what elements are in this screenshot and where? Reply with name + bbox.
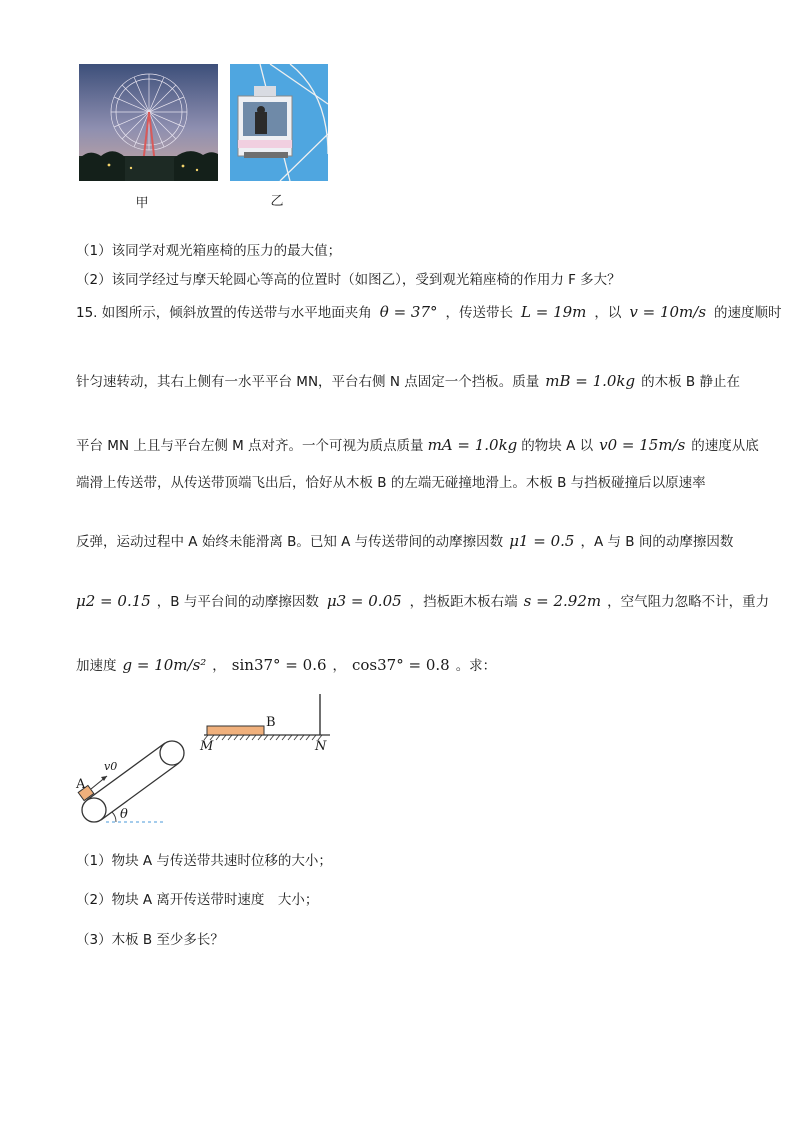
q15-line-1 — [76, 303, 782, 322]
label-b: B — [266, 715, 276, 730]
q15-text: 针匀速转动，其右上侧有一水平平台 MN，平台右侧 N 点固定一个挡板。质量 — [76, 374, 540, 390]
mu1-expression: μ1 = 0.5 — [509, 532, 575, 550]
q15-text: 。求： — [455, 658, 497, 674]
mass-a-expression: mA = 1.0kg — [427, 436, 518, 454]
ferris-wheel-photo — [79, 64, 218, 181]
label-m: M — [200, 739, 214, 754]
q14-sub2: （2）该同学经过与摩天轮圆心等高的位置时（如图乙），受到观光箱座椅的作用力 F 多大？ — [76, 272, 621, 288]
angle-expression: θ = 37° — [379, 303, 438, 321]
label-v0: v0 — [104, 760, 118, 773]
observation-cabin-photo — [230, 64, 328, 181]
q15-text: 的速度顺时 — [714, 305, 782, 321]
q15-line-3 — [76, 436, 759, 455]
q15-text: 反弹，运动过程中 A 始终未能滑离 B。已知 A 与传送带间的动摩擦因数 — [76, 534, 504, 550]
figure-caption-a: 甲 — [135, 196, 149, 211]
question-3: （3）木板 B 至少多长？ — [76, 932, 224, 948]
mu3-expression: μ3 = 0.05 — [326, 592, 402, 610]
q15-line-5 — [76, 532, 733, 551]
q15-text: ，传送带长 — [445, 305, 513, 321]
length-expression: L = 19m — [521, 303, 587, 321]
mass-b-expression: mB = 1.0kg — [545, 372, 636, 390]
gravity-expression: g = 10m/s² — [122, 656, 207, 674]
q15-text: ，A 与 B 间的动摩擦因数 — [580, 534, 734, 550]
q15-line-2 — [76, 372, 740, 391]
label-a: A — [76, 777, 86, 792]
board-b — [207, 726, 264, 735]
sin-expression: sin37° = 0.6 — [231, 656, 327, 674]
q15-text: 平台 MN 上且与平台左侧 M 点对齐。一个可视为质点质量 — [76, 438, 424, 454]
distance-expression: s = 2.92m — [523, 592, 602, 610]
q15-line-6 — [76, 592, 769, 611]
q15-text: ，B 与平台间的动摩擦因数 — [156, 594, 319, 610]
label-theta: θ — [120, 807, 128, 822]
q15-text: ，挡板距木板右端 — [409, 594, 518, 610]
label-n: N — [315, 739, 327, 754]
initial-speed-expression: v0 = 15m/s — [599, 436, 686, 454]
question-2: （2）物块 A 离开传送带时速度 大小； — [76, 892, 319, 908]
q14-sub1: （1）该同学对观光箱座椅的压力的最大值； — [76, 243, 342, 259]
q15-text: ，空气阻力忽略不计，重力 — [607, 594, 770, 610]
belt-speed-expression: v = 10m/s — [629, 303, 707, 321]
q15-line-7 — [76, 656, 496, 675]
question-1: （1）物块 A 与传送带共速时位移的大小； — [76, 853, 332, 869]
conveyor-diagram — [72, 690, 342, 835]
mu2-expression: μ2 = 0.15 — [76, 592, 151, 610]
q15-text: ， — [212, 658, 226, 674]
q15-text: 15. 如图所示，倾斜放置的传送带与水平地面夹角 — [76, 305, 372, 321]
q15-text: ， — [332, 658, 346, 674]
q15-text: ，以 — [594, 305, 622, 321]
q15-text: 的物块 A 以 — [521, 438, 594, 454]
q15-text: 加速度 — [76, 658, 117, 674]
q15-text: 的速度从底 — [691, 438, 759, 454]
q15-line-4: 端滑上传送带，从传送带顶端飞出后，恰好从木板 B 的左端无碰撞地滑上。木板 B 与挡板碰撞后以原速率 — [76, 475, 706, 491]
q15-text: 的木板 B 静止在 — [641, 374, 740, 390]
cos-expression: cos37° = 0.8 — [352, 656, 450, 674]
figure-caption-b: 乙 — [270, 194, 284, 209]
